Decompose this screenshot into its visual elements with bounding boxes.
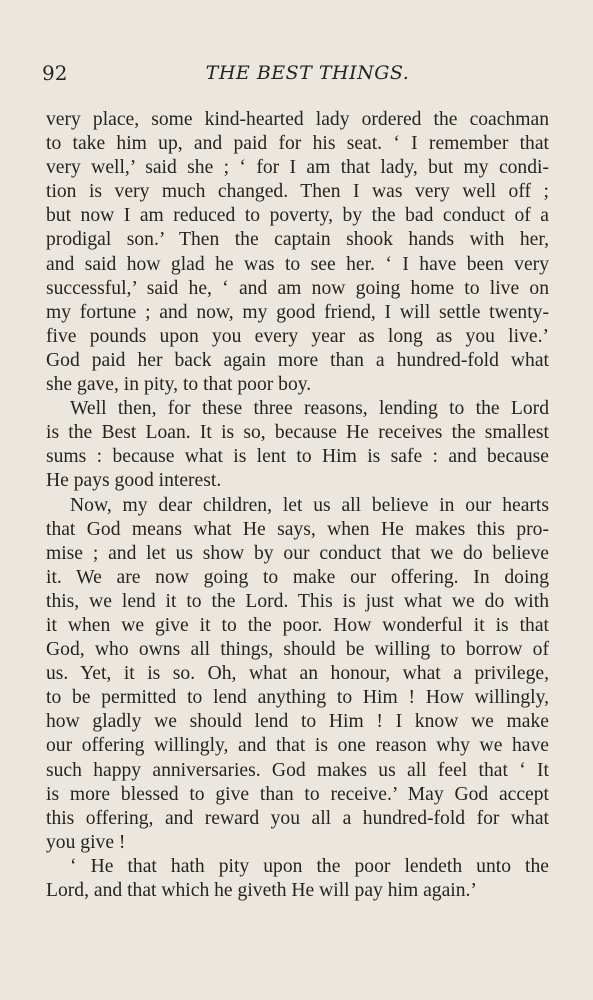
- text-line: mise ; and let us show by our conduct that we do believe: [46, 542, 549, 564]
- text-line: and said how glad he was to see her. ‘ I have been very: [46, 253, 549, 275]
- text-line: how gladly we should lend to Him ! I know we make: [46, 711, 549, 733]
- text-line: Well then, for these three reasons, lending to the Lord: [70, 398, 549, 420]
- text-line: very place, some kind-hearted lady ordered the coachman: [46, 109, 549, 130]
- text-line: prodigal son.’ Then the captain shook hands with her,: [46, 229, 549, 251]
- text-line: this offering, and reward you all a hundred-fold for what: [46, 807, 549, 829]
- text-line: He pays good interest.: [46, 470, 222, 492]
- text-line: you give !: [46, 831, 126, 853]
- text-line: very well,’ said she ; ‘ for I am that lady, but my condi-: [46, 157, 549, 179]
- text-line: our offering willingly, and that is one reason why we have: [46, 735, 549, 757]
- text-line: is more blessed to give than to receive.’ May God accept: [46, 783, 549, 805]
- text-line: five pounds upon you every year as long as you live.’: [46, 325, 549, 347]
- text-line: sums : because what is lent to Him is safe : and because: [46, 446, 549, 468]
- text-line: to take him up, and paid for his seat. ‘ I remember that: [46, 133, 549, 155]
- page-header: [42, 58, 553, 88]
- text-line: it. We are now going to make our offering. In doing: [46, 566, 549, 588]
- text-line: it when we give it to the poor. How wonderful it is that: [46, 614, 549, 636]
- text-line: God, who owns all things, should be willing to borrow of: [46, 639, 549, 661]
- text-line: that God means what He says, when He makes this pro-: [46, 518, 549, 540]
- text-line: tion is very much changed. Then I was very well off ;: [46, 181, 549, 203]
- text-line: such happy anniversaries. God makes us all feel that ‘ It: [46, 759, 549, 781]
- text-line: successful,’ said he, ‘ and am now going home to live on: [46, 277, 549, 299]
- text-line: Now, my dear children, let us all believe in our hearts: [70, 494, 549, 516]
- text-line: Lord, and that which he giveth He will pay him again.’: [46, 880, 477, 901]
- text-line: is the Best Loan. It is so, because He receives the smallest: [46, 422, 549, 444]
- text-line: us. Yet, it is so. Oh, what an honour, what a privilege,: [46, 663, 549, 685]
- body-text: [46, 108, 549, 903]
- text-line: God paid her back again more than a hundred-fold what: [46, 349, 549, 371]
- text-line: but now I am reduced to poverty, by the bad conduct of a: [46, 205, 549, 227]
- text-line: to be permitted to lend anything to Him ! How willingly,: [46, 687, 549, 709]
- page-number: 92: [42, 61, 68, 85]
- text-line: this, we lend it to the Lord. This is just what we do with: [46, 590, 549, 612]
- text-line: ‘ He that hath pity upon the poor lendeth unto the: [70, 855, 549, 877]
- running-head: THE BEST THINGS.: [205, 62, 410, 84]
- text-line: she gave, in pity, to that poor boy.: [46, 374, 312, 396]
- text-line: my fortune ; and now, my good friend, I will settle twenty-: [46, 301, 549, 323]
